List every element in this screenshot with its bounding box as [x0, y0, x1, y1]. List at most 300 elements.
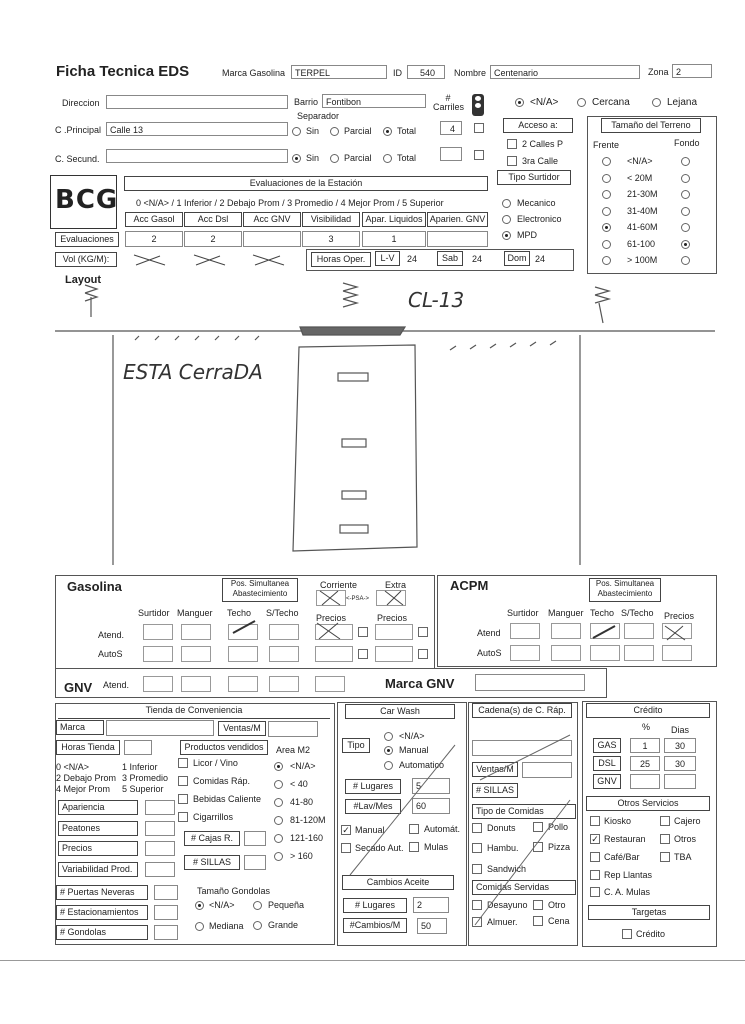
tienda-count-label: # Gondolas: [56, 925, 148, 940]
area-option-label: > 160: [290, 851, 313, 861]
eval-column-header: Acc Dsl: [184, 212, 242, 227]
surtidor-electronico-label: Electronico: [517, 214, 562, 224]
credito-pct-header: %: [642, 722, 651, 732]
direccion-field[interactable]: [106, 95, 288, 109]
area-radio[interactable]: [274, 762, 283, 771]
terreno-fondo-radio[interactable]: [681, 207, 690, 216]
terreno-option-label: 41-60M: [627, 222, 658, 232]
otros-label: Otros: [674, 834, 697, 844]
cambios-lugares-field[interactable]: 2: [413, 897, 449, 913]
gasolina-stecho-label: S/Techo: [266, 608, 299, 618]
proximity-lejana-label: Lejana: [667, 97, 698, 108]
tg-peq-label: Pequeña: [268, 900, 305, 910]
eval-value-field[interactable]: 1: [362, 231, 426, 247]
terreno-frente-radio[interactable]: [602, 256, 611, 265]
cprincipal-parcial-label: Parcial: [344, 126, 372, 136]
cambios-cambios-field[interactable]: 50: [417, 918, 447, 934]
acpm-autos-cell[interactable]: [551, 645, 581, 661]
cprincipal-label: C .Principal: [55, 125, 102, 135]
carriles-field[interactable]: 4: [440, 121, 462, 135]
terreno-frente-label: Frente: [593, 140, 620, 150]
layout-sketch: [55, 275, 715, 570]
carwash-na-label: <N/A>: [399, 731, 425, 741]
eval-value-field[interactable]: 3: [302, 231, 360, 247]
eval-value-field[interactable]: [243, 231, 301, 247]
precios-cross: [317, 623, 340, 639]
csecund-total-label: Total: [397, 153, 417, 163]
otros-label: Cajero: [674, 816, 701, 826]
credito-pct-field[interactable]: 25: [630, 756, 660, 771]
sab-value[interactable]: 24: [472, 254, 483, 264]
credito-dias-field[interactable]: [664, 774, 696, 789]
terreno-frente-radio[interactable]: [602, 207, 611, 216]
area-option-label: <N/A>: [290, 761, 316, 771]
page-bottom-rule: [0, 960, 745, 961]
tipo-surtidor-button[interactable]: Tipo Surtidor: [497, 170, 571, 185]
vol-dsl-cross: [194, 255, 225, 265]
csecund-parcial-radio[interactable]: [330, 154, 339, 163]
carwash-lavmes-label: #Lav/Mes: [345, 799, 401, 814]
credito-checkbox[interactable]: [622, 929, 632, 939]
pump-1: [338, 373, 368, 381]
carwash-lavmes-field[interactable]: 60: [412, 798, 450, 814]
gasolina-manguer-label: Manguer: [177, 608, 213, 618]
credito-row-label: GAS: [593, 738, 621, 753]
carwash-mulas-label: Mulas: [424, 842, 449, 852]
carwash-manual-label: Manual: [399, 745, 429, 755]
surtidor-mpd-label: MPD: [517, 230, 537, 240]
arrow-center: [343, 283, 357, 307]
arrow-left: [85, 285, 97, 317]
pump-4: [340, 525, 368, 533]
gnv-cell[interactable]: [269, 676, 299, 692]
acpm-techo-check: [593, 626, 615, 638]
tienda-scale-2: 2 Debajo Prom: [56, 773, 117, 783]
cajas-field[interactable]: [244, 831, 266, 846]
acpm-title: ACPM: [450, 578, 489, 593]
terreno-fondo-radio[interactable]: [681, 190, 690, 199]
sab-label: Sab: [437, 251, 463, 266]
area-radio[interactable]: [274, 798, 283, 807]
gasolina-precio-cell[interactable]: [375, 646, 413, 662]
tienda-ventas-field[interactable]: [268, 721, 318, 737]
gasolina-corriente-label: Corriente: [320, 580, 358, 590]
otros-label: Café/Bar: [604, 852, 640, 862]
marca-gasolina-field[interactable]: TERPEL: [291, 65, 387, 79]
acpm-manguer-label: Manguer: [548, 608, 584, 618]
tg-gra-label: Grande: [268, 920, 299, 930]
tienda-count-field[interactable]: [154, 905, 178, 920]
techo-check: [233, 621, 255, 633]
otros-checkbox[interactable]: [660, 852, 670, 862]
cadena-ventas-label: Ventas/M: [472, 762, 518, 777]
gasolina-marks: [225, 585, 425, 645]
tienda-title: Tienda de Conveniencia: [58, 704, 330, 719]
separador-label: Separador: [297, 111, 340, 121]
surtidor-electronico-radio[interactable]: [502, 215, 511, 224]
gasolina-autos-cell[interactable]: [143, 646, 173, 662]
dom-label: Dom: [504, 251, 530, 266]
tienda-marca-field[interactable]: [106, 720, 214, 736]
csecund-carriles-field[interactable]: [440, 147, 462, 161]
terreno-fondo-radio[interactable]: [681, 256, 690, 265]
gasolina-pos-sim: Pos. Simultanea Abastecimiento: [222, 578, 298, 602]
donuts-label: Donuts: [487, 823, 516, 833]
nombre-field[interactable]: Centenario: [490, 65, 640, 79]
otros-title: Otros Servicios: [586, 796, 710, 811]
carwash-lugares-label: # Lugares: [345, 779, 401, 794]
tienda-rating-label: Precios: [58, 841, 138, 856]
otros-checkbox[interactable]: [660, 816, 670, 826]
terreno-fondo-radio[interactable]: [681, 157, 690, 166]
gasolina-extra-label: Extra: [385, 580, 407, 590]
tg-med-label: Mediana: [209, 921, 244, 931]
producto-label: Licor / Vino: [193, 758, 238, 768]
otros-checkbox[interactable]: [660, 834, 670, 844]
csecund-field[interactable]: [106, 149, 288, 163]
carwash-title: Car Wash: [345, 704, 455, 719]
gasolina-precio-cell[interactable]: [315, 646, 353, 662]
tienda-rating-field[interactable]: [145, 841, 175, 856]
otros-checkbox[interactable]: ✓: [591, 834, 599, 844]
otros-label: Kiosko: [604, 816, 632, 826]
acceso-3racalle-checkbox[interactable]: [507, 156, 517, 166]
tienda-count-field[interactable]: [154, 885, 178, 900]
cena-label: Cena: [548, 916, 570, 926]
surtidor-mpd-radio[interactable]: [502, 231, 511, 240]
eval-column-header: Acc Gasol: [125, 212, 183, 227]
terreno-fondo-radio[interactable]: [681, 174, 690, 183]
dom-value[interactable]: 24: [535, 254, 546, 264]
sandwich-label: Sandwich: [487, 864, 527, 874]
tg-na-label: <N/A>: [209, 900, 235, 910]
tienda-rating-field[interactable]: [145, 862, 175, 877]
proximity-lejana-radio[interactable]: [652, 98, 661, 107]
marca-gnv-field[interactable]: [475, 674, 585, 691]
gasolina-precio-checkbox[interactable]: [418, 649, 428, 659]
acpm-techo-label: Techo: [590, 608, 615, 618]
proximity-cercana-radio[interactable]: [577, 98, 586, 107]
page-title: Ficha Tecnica EDS: [56, 63, 190, 80]
cambios-cambios-label: #Cambios/M: [343, 918, 407, 933]
credito-dias-field[interactable]: 30: [664, 738, 696, 753]
producto-checkbox[interactable]: [178, 794, 188, 804]
eval-value-field[interactable]: 2: [125, 231, 183, 247]
gasolina-precios2-label: Precios: [377, 613, 408, 623]
csecund-sin-label: Sin: [306, 153, 320, 163]
comidas-servidas-title: Comidas Servidas: [472, 880, 576, 895]
terreno-option-label: <N/A>: [627, 156, 653, 166]
producto-checkbox[interactable]: [178, 812, 188, 822]
otros-label: C. A. Mulas: [604, 887, 651, 897]
carriles-label: # Carriles: [433, 93, 465, 112]
horas-tienda-label: Horas Tienda: [56, 740, 120, 755]
vol-strikethroughs: [120, 250, 300, 270]
acpm-atend-cell[interactable]: [551, 623, 581, 639]
gasolina-atend-cell[interactable]: [181, 624, 211, 640]
area-option-label: 81-120M: [290, 815, 326, 825]
producto-checkbox[interactable]: [178, 776, 188, 786]
gnv-cell[interactable]: [143, 676, 173, 692]
producto-label: Cigarrillos: [193, 812, 234, 822]
otros-label: Rep Llantas: [604, 870, 653, 880]
tg-med-radio[interactable]: [195, 922, 204, 931]
pump-2: [342, 439, 366, 447]
traffic-light-icon: [472, 94, 484, 116]
station-building: [293, 345, 417, 551]
marca-gnv-label: Marca GNV: [385, 676, 455, 691]
otro-label: Otro: [548, 900, 566, 910]
zona-field[interactable]: 2: [672, 64, 712, 78]
terreno-frente-radio[interactable]: [602, 174, 611, 183]
tienda-rating-label: Peatones: [58, 821, 138, 836]
carwash-lugares-field[interactable]: 5: [412, 778, 450, 794]
credito-row-label: GNV: [593, 774, 621, 789]
area-title: Area M2: [276, 745, 311, 755]
carwash-autom-chk-label: Automát.: [424, 824, 461, 834]
id-field[interactable]: 540: [407, 65, 445, 79]
gasolina-precio-checkbox[interactable]: [358, 649, 368, 659]
productos-title: Productos vendidos: [180, 740, 268, 755]
terreno-frente-radio[interactable]: [602, 190, 611, 199]
csecund-sin-radio[interactable]: [292, 154, 301, 163]
marca-gasolina-label: Marca Gasolina: [222, 68, 286, 78]
gasolina-autos-label: AutoS: [98, 649, 123, 659]
tg-na-radio[interactable]: [195, 901, 204, 910]
terreno-option-label: < 20M: [627, 172, 653, 183]
dash-right: [450, 341, 556, 350]
tienda-scale-0: 0 <N/A>: [56, 762, 90, 772]
gasolina-autos-cell[interactable]: [228, 646, 258, 662]
csecund-checkbox[interactable]: [474, 150, 484, 160]
gnv-title: GNV: [64, 680, 93, 695]
producto-label: Comidas Ráp.: [193, 776, 251, 786]
area-option-label: 41-80: [290, 797, 314, 807]
otros-label: TBA: [674, 852, 692, 862]
cprincipal-field[interactable]: Calle 13: [106, 122, 288, 136]
gnv-atend-label: Atend.: [103, 680, 130, 690]
barrio-label: Barrio: [294, 97, 319, 107]
surtidor-mecanico-label: Mecanico: [517, 198, 556, 208]
gasolina-autos-cell[interactable]: [269, 646, 299, 662]
tienda-scale-1: 1 Inferior: [122, 762, 158, 772]
tienda-sillas-label: # SILLAS: [184, 855, 240, 870]
lv-value[interactable]: 24: [407, 254, 418, 264]
terreno-frente-radio[interactable]: [602, 223, 611, 232]
evaluaciones-scale: 0 <N/A> / 1 Inferior / 2 Debajo Prom / 3 Promedio / 4 Mejor Prom / 5 Superior: [136, 198, 444, 208]
area-radio[interactable]: [274, 834, 283, 843]
carwash-manual-checkbox[interactable]: ✓: [342, 825, 350, 835]
tg-peq-radio[interactable]: [253, 901, 262, 910]
otros-checkbox[interactable]: [590, 887, 600, 897]
direccion-label: Direccion: [62, 98, 100, 108]
eval-value-field[interactable]: [427, 231, 488, 247]
credito-title: Crédito: [586, 703, 710, 718]
eval-value-field[interactable]: 2: [184, 231, 242, 247]
evaluaciones-title: Evaluaciones de la Estación: [124, 176, 488, 191]
terreno-option-label: 21-30M: [627, 189, 658, 199]
tienda-scale-5: 5 Superior: [122, 784, 164, 794]
carwash-tipo-label: Tipo: [342, 738, 370, 753]
credito-checkbox-label: Crédito: [636, 929, 666, 939]
gasolina-atend-cell[interactable]: [143, 624, 173, 640]
carwash-diagonal: [350, 745, 455, 875]
cprincipal-parcial-radio[interactable]: [330, 127, 339, 136]
tipo-comidas-title: Tipo de Comidas: [472, 804, 576, 819]
cadena-strike: [470, 700, 578, 945]
acceso-2calles-label: 2 Calles P: [522, 139, 564, 149]
cprincipal-total-label: Total: [397, 126, 417, 136]
producto-checkbox[interactable]: [178, 758, 188, 768]
id-label: ID: [393, 68, 402, 78]
csecund-parcial-label: Parcial: [344, 153, 372, 163]
nombre-label: Nombre: [454, 68, 487, 78]
tienda-ventas-label: Ventas/M: [218, 721, 266, 736]
cprincipal-sin-label: Sin: [306, 126, 320, 136]
cambios-lugares-label: # Lugares: [343, 898, 407, 913]
terreno-option-label: 31-40M: [627, 205, 658, 216]
tienda-rating-field[interactable]: [145, 800, 175, 815]
acceso-button[interactable]: Acceso a:: [503, 118, 573, 133]
tienda-marca-label: Marca: [56, 720, 104, 735]
terreno-fondo-radio[interactable]: [681, 240, 690, 249]
carwash-strike: [340, 700, 470, 945]
area-radio[interactable]: [274, 852, 283, 861]
tg-gra-radio[interactable]: [253, 921, 262, 930]
otros-checkbox[interactable]: [590, 852, 600, 862]
carwash-secado-label: Secado Aut.: [355, 843, 404, 853]
terreno-option-label: 61-100: [627, 238, 656, 249]
tam-gondolas-title: Tamaño Gondolas: [197, 886, 271, 896]
gnv-cell[interactable]: [228, 676, 258, 692]
area-radio[interactable]: [274, 816, 283, 825]
acceso-3racalle-label: 3ra Calle: [522, 156, 559, 166]
pump-3: [342, 491, 366, 499]
otros-label: Restauran: [604, 834, 646, 844]
zona-label: Zona: [648, 67, 669, 77]
tienda-rating-field[interactable]: [145, 821, 175, 836]
cadena-diagonal: [475, 735, 570, 925]
corriente-top-cross: [320, 591, 340, 605]
producto-label: Bebidas Caliente: [193, 794, 262, 804]
acpm-pos-sim: Pos. Simultanea Abastecimiento: [589, 578, 661, 602]
proximity-na-label: <N/A>: [530, 97, 559, 108]
tienda-count-field[interactable]: [154, 925, 178, 940]
acpm-autos-label: AutoS: [477, 648, 502, 658]
cadena-sillas-label: # SILLAS: [472, 783, 518, 798]
terreno-fondo-radio[interactable]: [681, 223, 690, 232]
eval-column-header: Aparien. GNV: [427, 212, 488, 227]
desayuno-label: Desayuno: [487, 900, 528, 910]
csecund-total-radio[interactable]: [383, 154, 392, 163]
gnv-cell[interactable]: [181, 676, 211, 692]
credito-dias-field[interactable]: 30: [664, 756, 696, 771]
cajas-label: # Cajas R.: [184, 831, 240, 846]
credito-row-label: DSL: [593, 756, 621, 771]
hambu-label: Hambu.: [487, 843, 519, 853]
pizza-label: Pizza: [548, 842, 571, 852]
tienda-rating-label: Apariencia: [58, 800, 138, 815]
eval-column-header: Acc GNV: [243, 212, 301, 227]
terreno-frente-radio[interactable]: [602, 240, 611, 249]
acpm-surtidor-label: Surtidor: [507, 608, 539, 618]
gasolina-precios-label: Precios: [316, 613, 347, 623]
tienda-scale-4: 4 Mejor Prom: [56, 784, 111, 794]
area-option-label: 121-160: [290, 833, 324, 843]
gasolina-autos-cell[interactable]: [181, 646, 211, 662]
pollo-label: Pollo: [548, 822, 569, 832]
vol-label: Vol (KG/M):: [55, 252, 117, 267]
otros-checkbox[interactable]: [590, 870, 600, 880]
tienda-scale-3: 3 Promedio: [122, 773, 169, 783]
cambios-title: Cambios Aceite: [342, 875, 454, 890]
acpm-atend-cell[interactable]: [510, 623, 540, 639]
acpm-autos-cell[interactable]: [510, 645, 540, 661]
csecund-label: C. Secund.: [55, 154, 100, 164]
eval-column-header: Apar. Liquidos: [362, 212, 426, 227]
terreno-fondo-label: Fondo: [674, 138, 700, 148]
gnv-cell[interactable]: [315, 676, 345, 692]
tienda-count-label: # Puertas Neveras: [56, 885, 148, 900]
credito-pct-field[interactable]: [630, 774, 660, 789]
horas-oper-label: Horas Oper.: [311, 252, 371, 267]
barrio-field[interactable]: Fontibon: [322, 94, 426, 108]
acpm-atend-label: Atend: [477, 628, 501, 638]
carwash-manual-chk-label: Manual: [355, 825, 385, 835]
carriles-checkbox[interactable]: [474, 123, 484, 133]
almuer-label: Almuer.: [487, 917, 518, 927]
terreno-title: Tamaño del Terreno: [601, 118, 701, 133]
vol-gasol-cross: [134, 255, 165, 265]
acpm-precios-cross: [665, 626, 685, 640]
gasolina-title: Gasolina: [67, 579, 122, 594]
arrow-right: [595, 287, 609, 323]
gasolina-atend-label: Atend.: [98, 630, 125, 640]
street-label: CL-13: [408, 288, 465, 312]
dash-left: [135, 336, 259, 340]
layout-label: Layout: [65, 274, 102, 286]
canopy-top: [300, 327, 405, 335]
tienda-sillas-field[interactable]: [244, 855, 266, 870]
proximity-cercana-label: Cercana: [592, 97, 630, 108]
targetas-title: Targetas: [588, 905, 710, 920]
horas-tienda-field[interactable]: [124, 740, 152, 755]
acpm-marks: [585, 618, 705, 648]
terreno-frente-radio[interactable]: [602, 157, 611, 166]
surtidor-mecanico-radio[interactable]: [502, 199, 511, 208]
acceso-2calles-checkbox[interactable]: [507, 139, 517, 149]
credito-pct-field[interactable]: 1: [630, 738, 660, 753]
closed-note: ESTA CerraDA: [123, 360, 263, 384]
proximity-na-radio[interactable]: [515, 98, 524, 107]
gasolina-surtidor-label: Surtidor: [138, 608, 170, 618]
area-radio[interactable]: [274, 780, 283, 789]
cprincipal-sin-radio[interactable]: [292, 127, 301, 136]
acpm-stecho-label: S/Techo: [621, 608, 654, 618]
credito-dias-header: Dias: [671, 725, 690, 735]
terreno-option-label: > 100M: [627, 255, 658, 265]
evaluaciones-row-label: Evaluaciones: [55, 232, 119, 247]
carwash-auto-label: Automatico: [399, 760, 445, 770]
otros-checkbox[interactable]: [590, 816, 600, 826]
gasolina-techo-label: Techo: [227, 608, 252, 618]
extra-top-cross: [385, 591, 403, 605]
lv-label: L-V: [375, 251, 400, 266]
cprincipal-total-radio[interactable]: [383, 127, 392, 136]
vol-gnv-cross: [253, 255, 284, 265]
tienda-count-label: # Estacionamientos: [56, 905, 148, 920]
cadena-title: Cadena(s) de C. Ráp.: [472, 703, 572, 718]
